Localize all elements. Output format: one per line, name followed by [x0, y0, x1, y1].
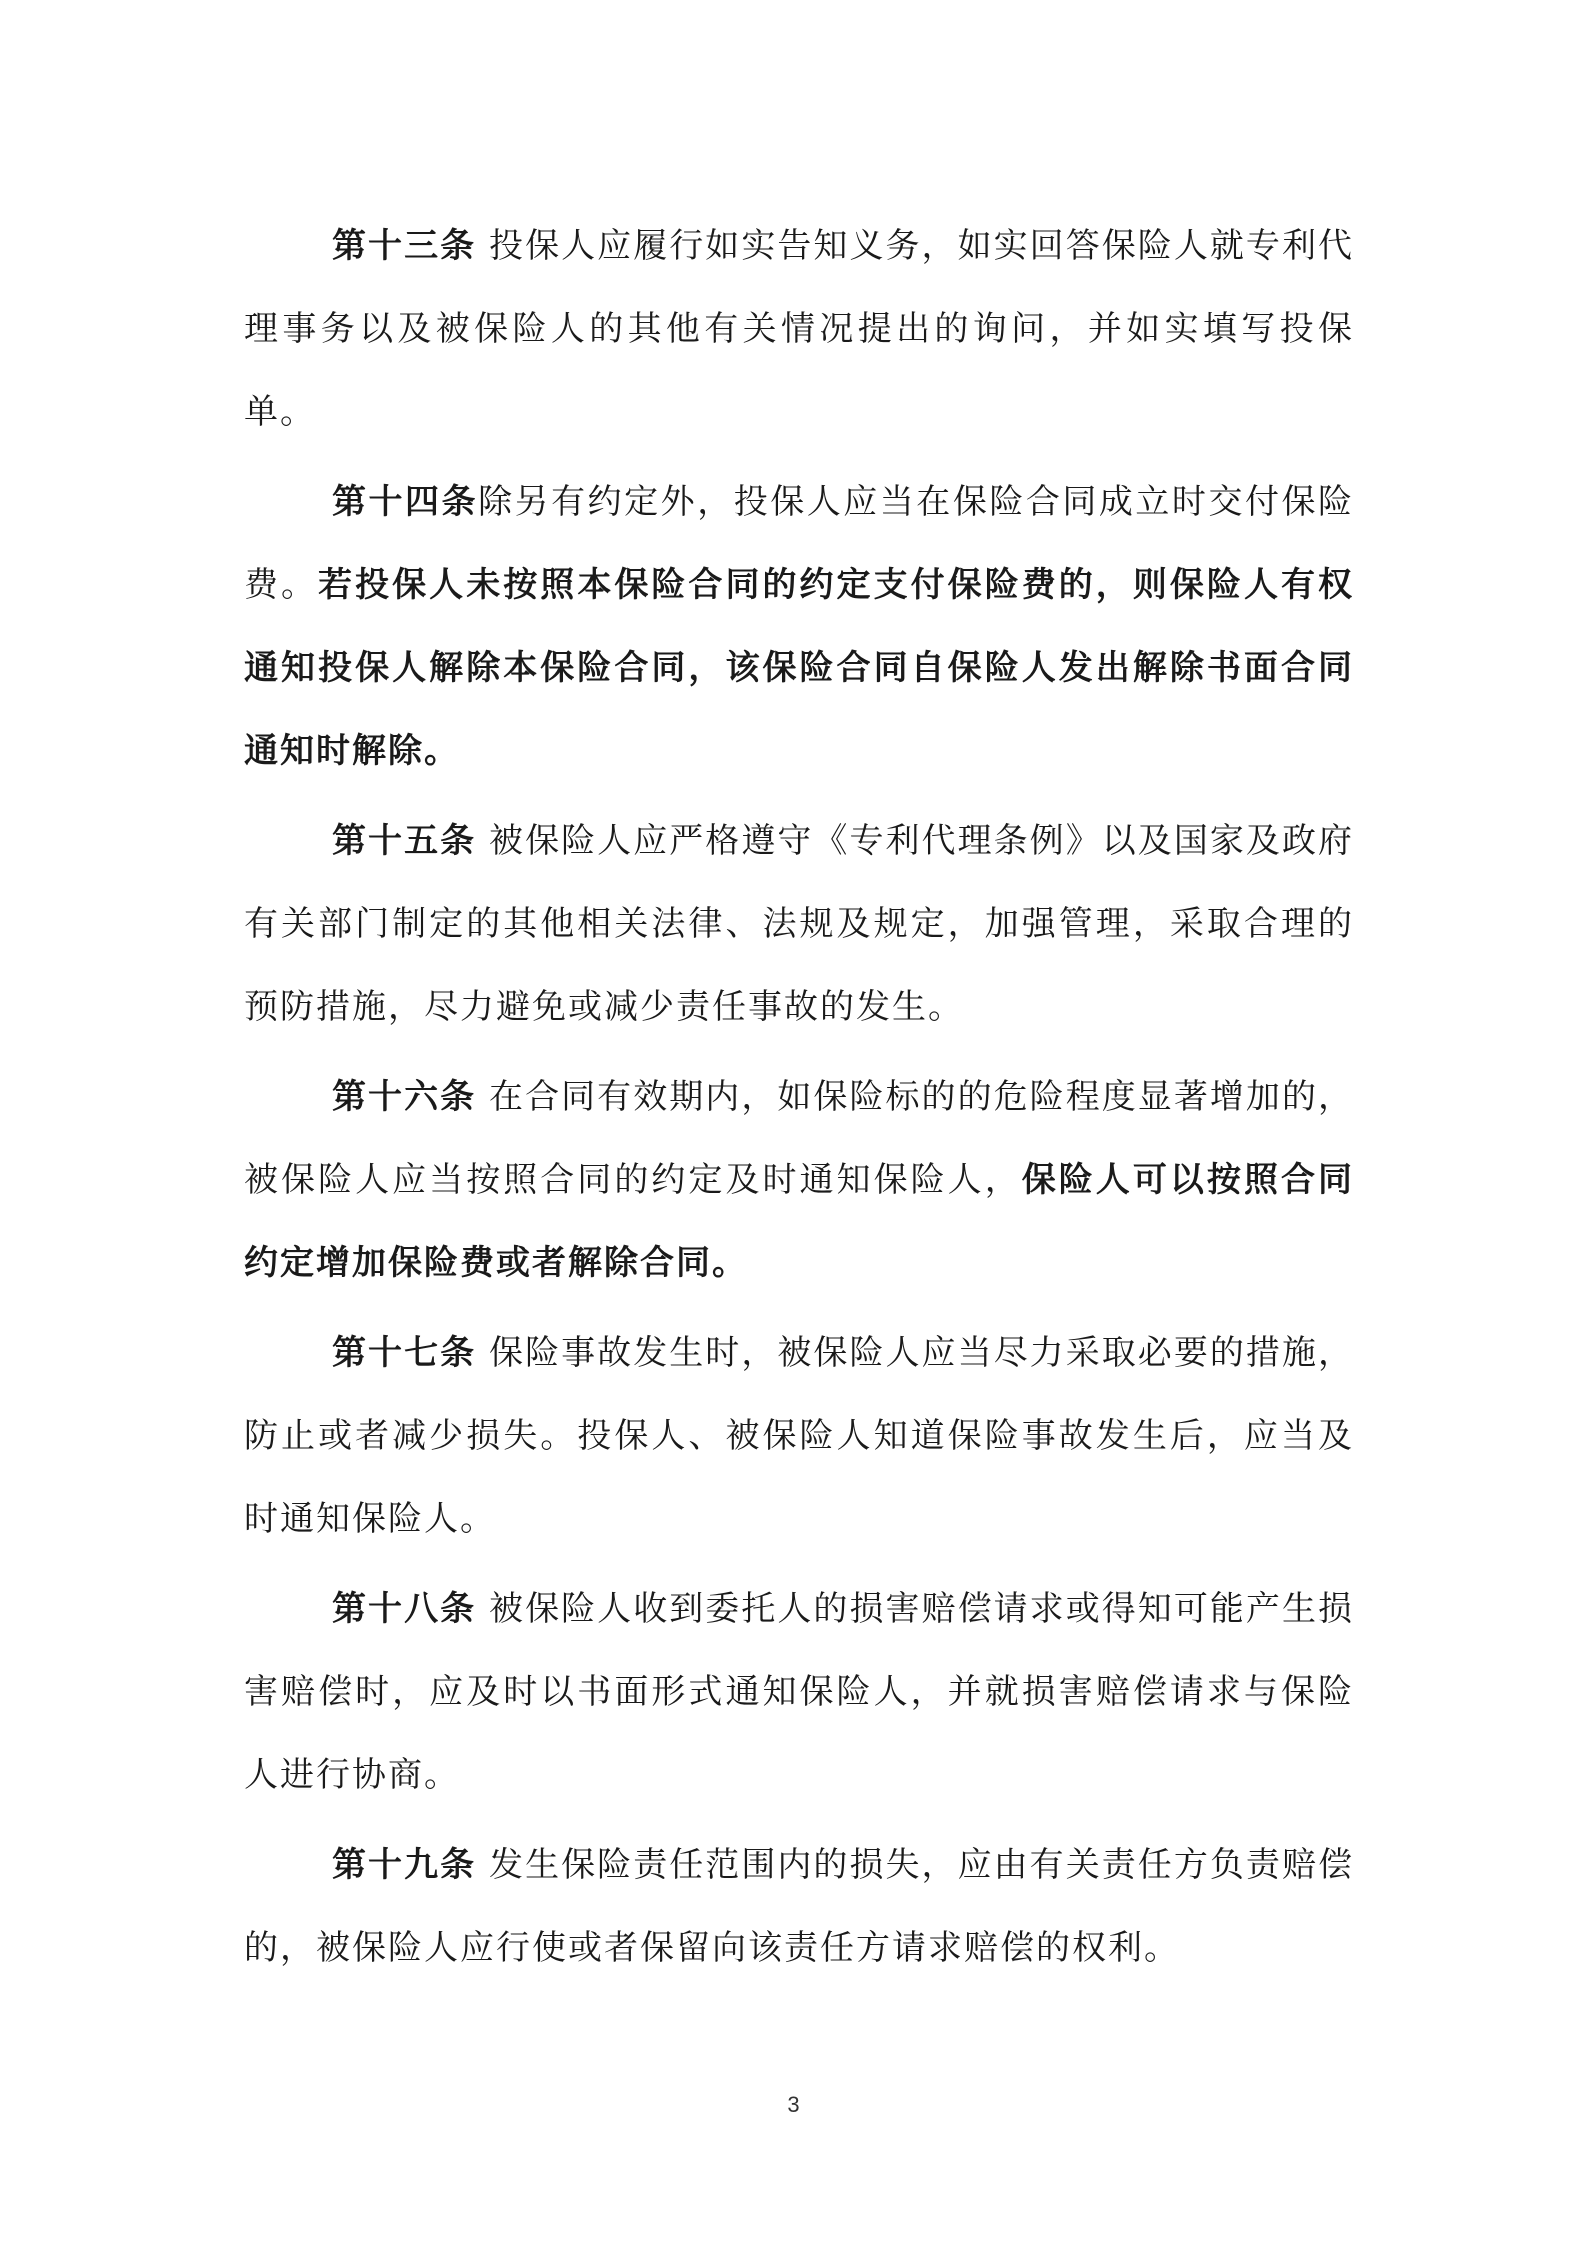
article-title: 第十四条: [332, 482, 479, 522]
article-text: 除另有约定外，投保人应当在保险合同成立时交付保险费。: [244, 482, 1355, 605]
article-text: 被保险人收到委托人的损害赔偿请求或得知可能产生损害赔偿时，应及时以书面形式通知保险人，并就损害赔偿请求与保险人进行协商。: [244, 1589, 1354, 1795]
article-text: 被保险人应严格遵守《专利代理条例》以及国家及政府有关部门制定的其他相关法律、法规及规定，加强管理，采取合理的预防措施，尽力避免或减少责任事故的发生。: [244, 821, 1354, 1027]
article-18: [244, 1568, 1354, 1817]
article-title: 第十九条: [332, 1845, 477, 1885]
article-bold-text: 保险人可以按照合同约定增加保险费或者解除合同。: [244, 1160, 1355, 1283]
article-text: 在合同有效期内，如保险标的的危险程度显著增加的，被保险人应当按照合同的约定及时通知保险人，: [244, 1077, 1354, 1200]
article-13: [244, 205, 1354, 454]
article-title: 第十五条: [332, 821, 477, 861]
article-16: [244, 1056, 1354, 1305]
article-17: [244, 1312, 1354, 1561]
article-title: 第十八条: [332, 1589, 477, 1629]
article-19: [244, 1824, 1354, 1990]
article-text: 投保人应履行如实告知义务，如实回答保险人就专利代理事务以及被保险人的其他有关情况提出的询问，并如实填写投保单。: [244, 226, 1354, 432]
article-title: 第十三条: [332, 226, 477, 266]
article-text: 保险事故发生时，被保险人应当尽力采取必要的措施，防止或者减少损失。投保人、被保险人知道保险事故发生后，应当及时通知保险人。: [244, 1333, 1354, 1539]
article-title: 第十七条: [332, 1333, 477, 1373]
article-title: 第十六条: [332, 1077, 477, 1117]
page-number: 3: [787, 2092, 800, 2117]
article-15: [244, 800, 1354, 1049]
document-body: [244, 205, 1354, 1997]
article-text: 发生保险责任范围内的损失，应由有关责任方负责赔偿的，被保险人应行使或者保留向该责任方请求赔偿的权利。: [244, 1845, 1354, 1968]
article-14: [244, 461, 1354, 793]
article-bold-text: 若投保人未按照本保险合同的约定支付保险费的，则保险人有权通知投保人解除本保险合同，该保险合同自保险人发出解除书面合同通知时解除。: [244, 565, 1355, 771]
